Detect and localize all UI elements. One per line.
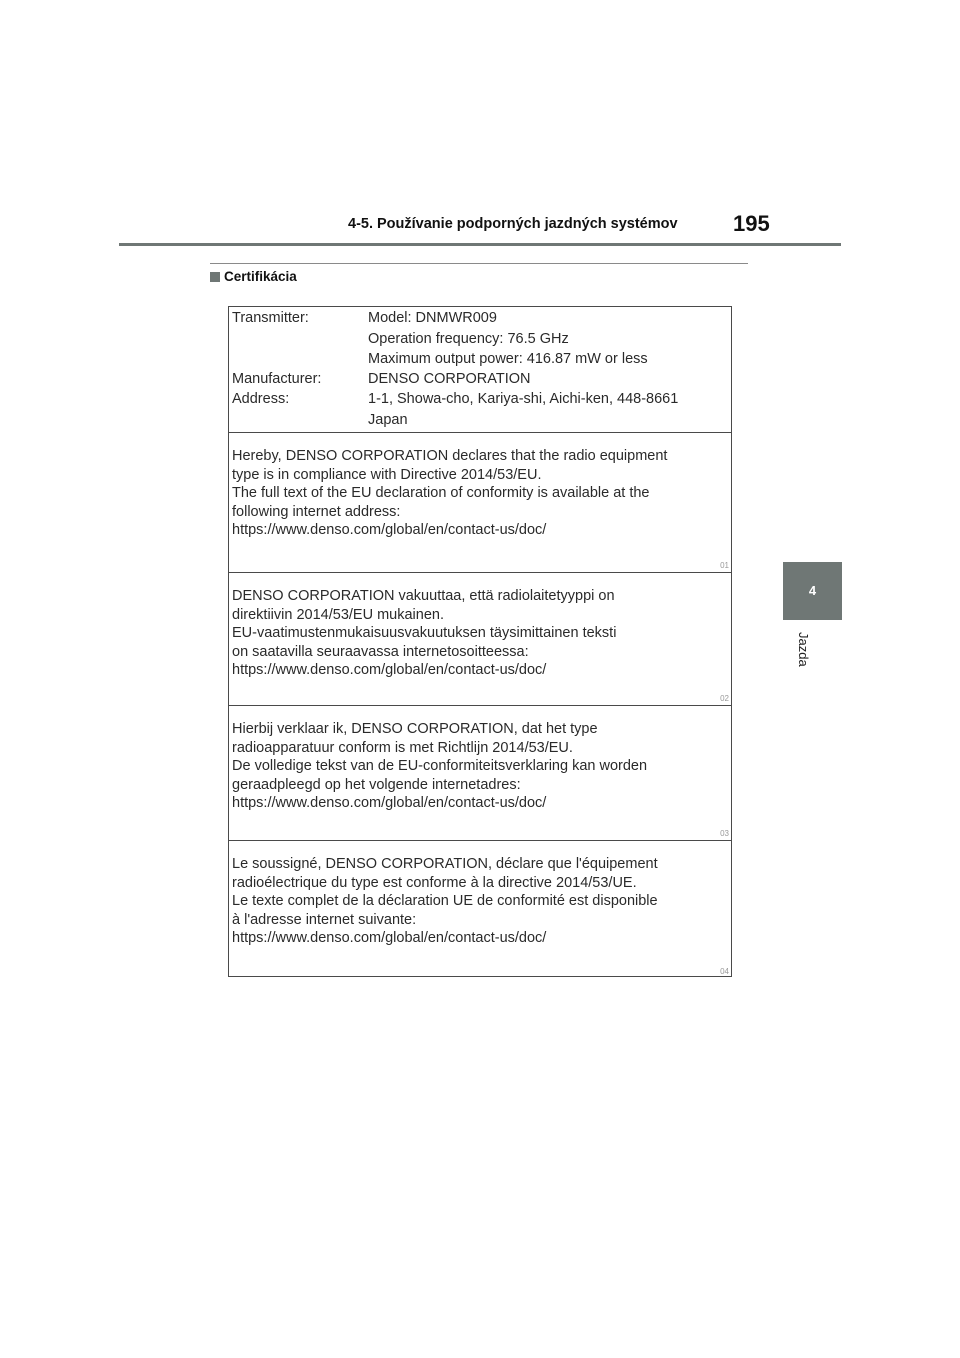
declaration-line: type is in compliance with Directive 2014/53/EU.	[232, 466, 542, 483]
section-heading-text: Certifikácia	[224, 269, 297, 284]
declaration-block-fi	[229, 573, 731, 706]
declaration-line: The full text of the EU declaration of conformity is available at the	[232, 485, 650, 502]
declaration-url: https://www.denso.com/global/en/contact-us/doc/	[232, 795, 547, 812]
block-code: 01	[720, 561, 729, 570]
page-header-title: 4-5. Používanie podporných jazdných systémov	[348, 216, 678, 232]
transmitter-spec-block	[229, 307, 731, 433]
declaration-line: à l'adresse internet suivante:	[232, 911, 417, 928]
page-number: 195	[733, 211, 770, 236]
section-divider	[210, 263, 748, 264]
declaration-line: radioapparatuur conform is met Richtlijn 2014/53/EU.	[232, 739, 573, 756]
square-bullet-icon	[210, 272, 220, 282]
declaration-text	[232, 720, 647, 813]
certification-box	[228, 306, 732, 977]
manufacturer-label: Manufacturer:	[232, 371, 322, 387]
declaration-line: EU-vaatimustenmukaisuusvakuutuksen täysimittainen teksti	[232, 625, 617, 642]
declaration-line: DENSO CORPORATION vakuuttaa, että radiolaitetyyppi on	[232, 588, 615, 604]
model-line: Model: DNMWR009	[368, 310, 497, 326]
manufacturer-value: DENSO CORPORATION	[368, 371, 531, 387]
declaration-line: radioélectrique du type est conforme à la directive 2014/53/UE.	[232, 874, 637, 891]
declaration-block-en	[229, 433, 731, 573]
power-line: Maximum output power: 416.87 mW or less	[368, 351, 648, 367]
declaration-line: on saatavilla seuraavassa internetosoitteessa:	[232, 643, 529, 660]
chapter-label-text: Jazda	[796, 632, 811, 667]
declaration-line: De volledige tekst van de EU-conformiteitsverklaring kan worden	[232, 758, 648, 775]
declaration-line: Hierbij verklaar ik, DENSO CORPORATION, dat het type	[232, 721, 598, 737]
block-code: 03	[720, 829, 729, 838]
section-heading	[210, 269, 297, 284]
chapter-tab: 4	[783, 562, 842, 620]
declaration-url: https://www.denso.com/global/en/contact-us/doc/	[232, 522, 547, 539]
declaration-text	[232, 587, 616, 680]
declaration-url: https://www.denso.com/global/en/contact-us/doc/	[232, 662, 547, 679]
declaration-line: Le soussigné, DENSO CORPORATION, déclare que l'équipement	[232, 856, 658, 872]
address-line-2: Japan	[368, 412, 408, 428]
declaration-text	[232, 447, 667, 540]
transmitter-label: Transmitter:	[232, 310, 309, 326]
chapter-label	[795, 632, 811, 672]
declaration-text	[232, 855, 658, 948]
declaration-line: Hereby, DENSO CORPORATION declares that the radio equipment	[232, 448, 668, 464]
declaration-line: Le texte complet de la déclaration UE de conformité est disponible	[232, 893, 658, 910]
declaration-url: https://www.denso.com/global/en/contact-us/doc/	[232, 930, 547, 947]
block-code: 02	[720, 694, 729, 703]
declaration-line: direktiivin 2014/53/EU mukainen.	[232, 606, 444, 623]
frequency-line: Operation frequency: 76.5 GHz	[368, 331, 569, 347]
header-divider	[119, 243, 841, 246]
declaration-line: geraadpleegd op het volgende internetadres:	[232, 776, 521, 793]
block-code: 04	[720, 967, 729, 976]
address-label: Address:	[232, 391, 290, 407]
address-line-1: 1-1, Showa-cho, Kariya-shi, Aichi-ken, 448-8661	[368, 391, 679, 407]
declaration-block-fr	[229, 841, 731, 978]
declaration-block-nl	[229, 706, 731, 841]
declaration-line: following internet address:	[232, 503, 401, 520]
